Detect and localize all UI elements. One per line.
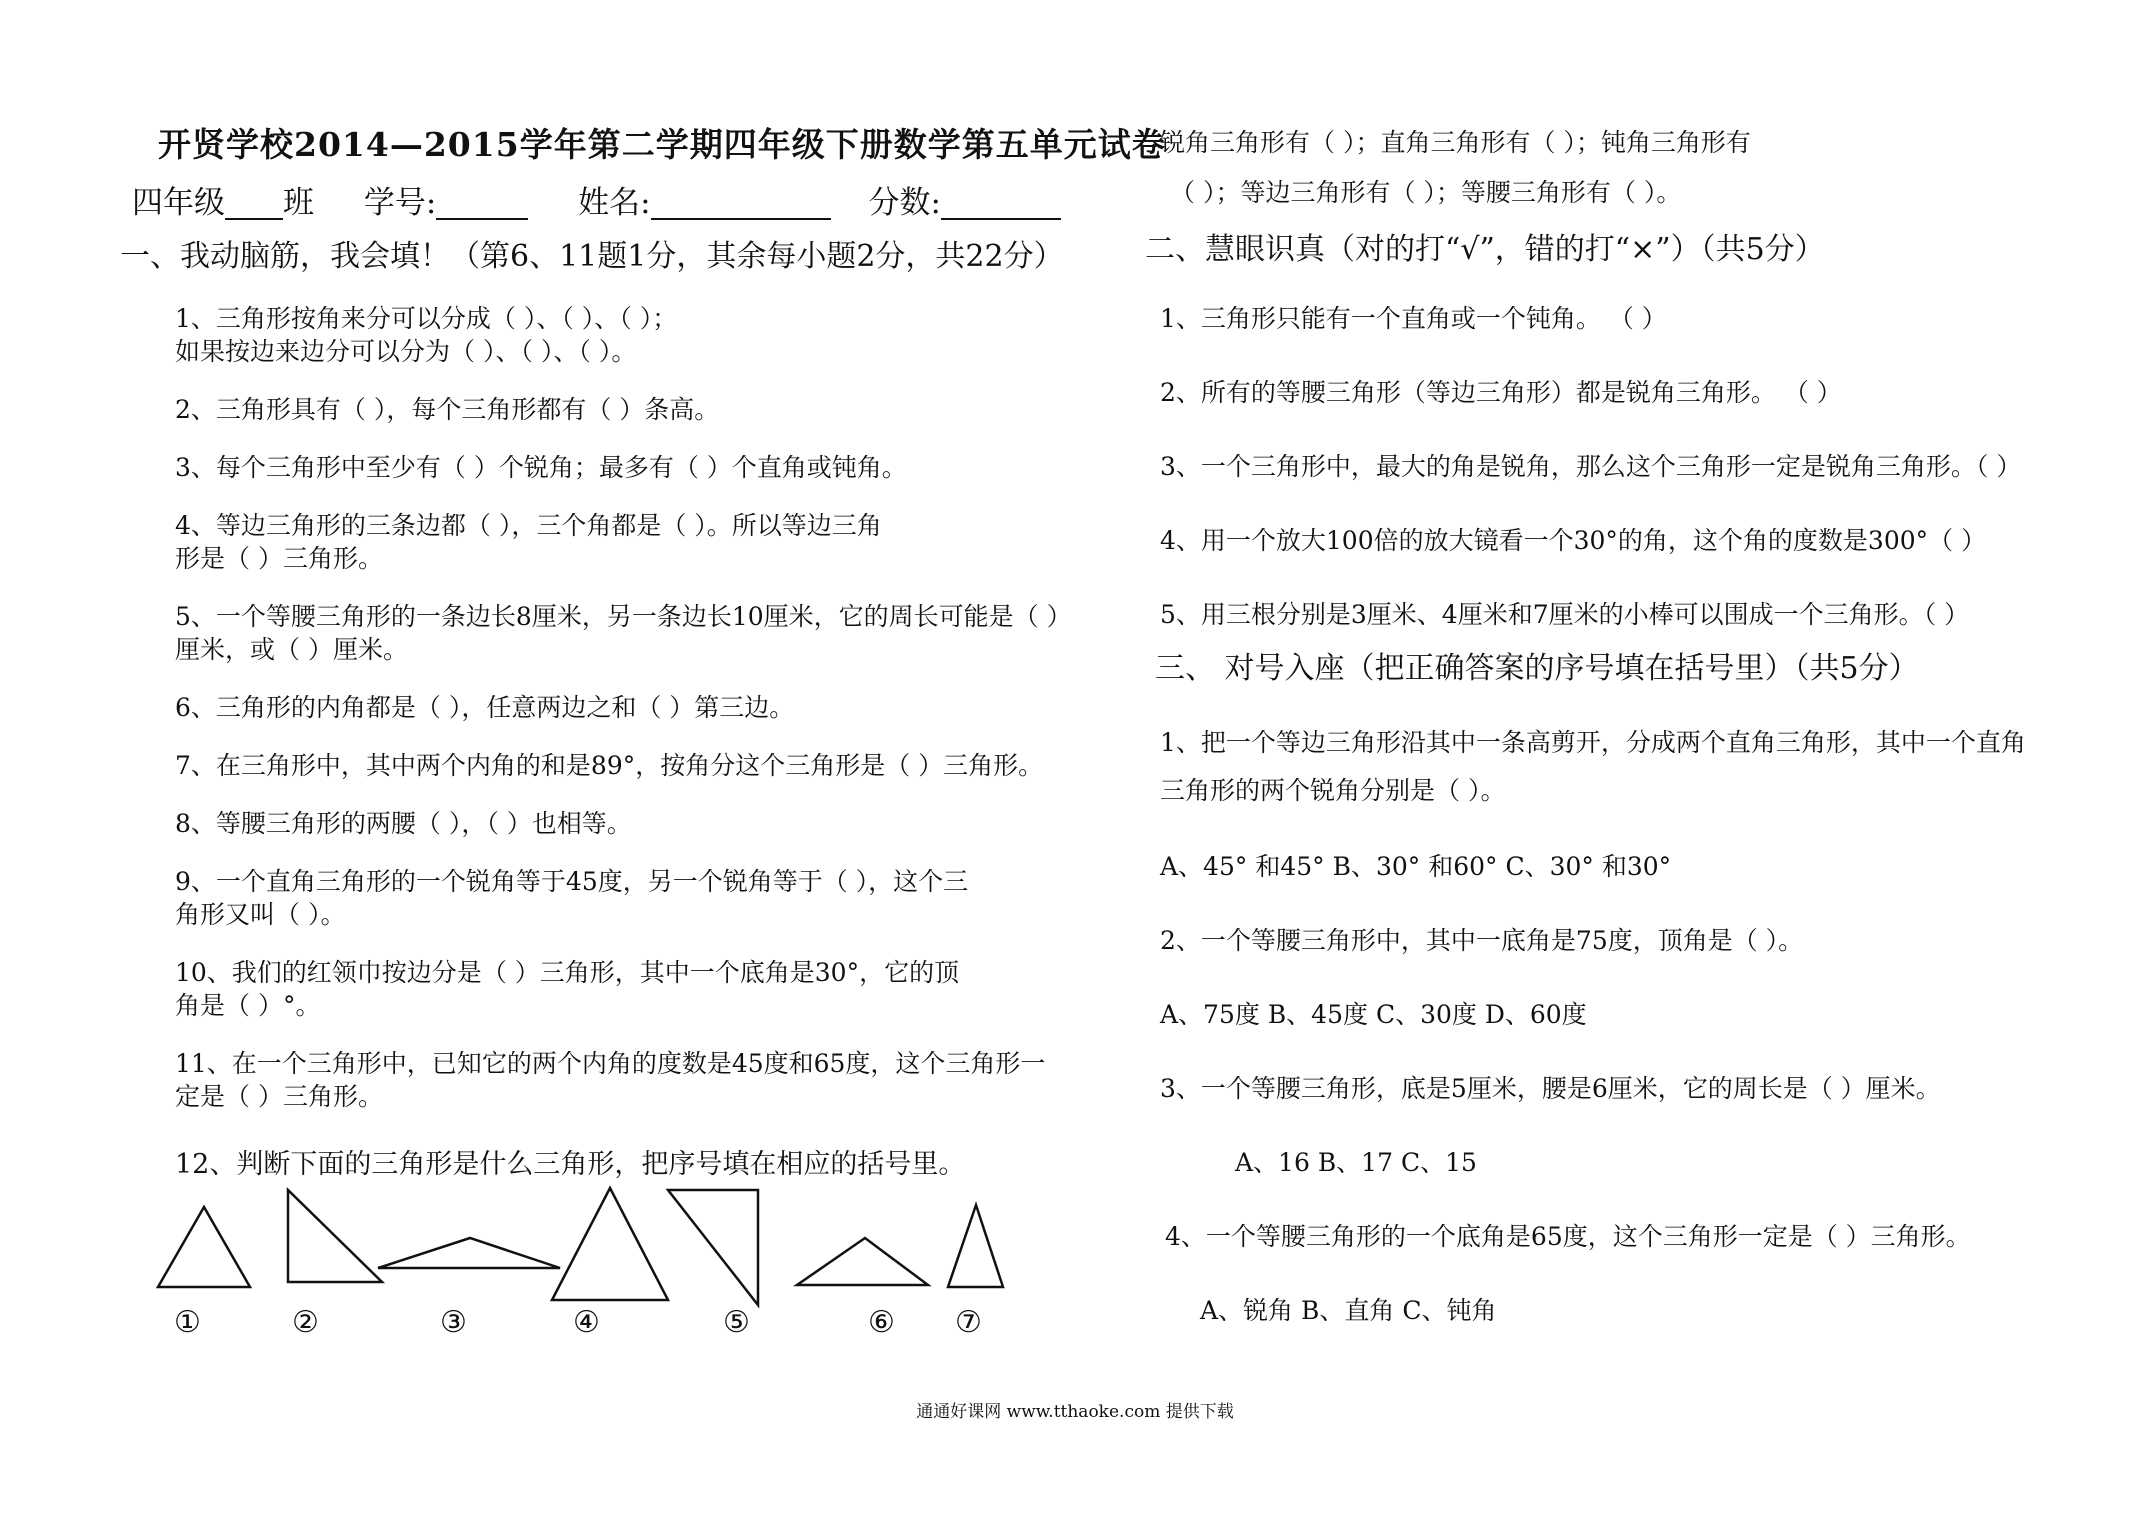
q9-line-1: 9、一个直角三角形的一个锐角等于45度，另一个锐角等于（ ），这个三 bbox=[175, 867, 969, 896]
judge-3: 3、一个三角形中，最大的角是锐角，那么这个三角形一定是锐角三角形。（ ） bbox=[1160, 452, 2022, 481]
q8-line: 8、等腰三角形的两腰（ ），（ ）也相等。 bbox=[175, 809, 632, 838]
q1-line-2: 如果按边来边分可以分为（ ）、（ ）、（ ）。 bbox=[175, 337, 637, 366]
q12-answer-line-1: 锐角三角形有（ ）；直角三角形有（ ）；钝角三角形有 bbox=[1160, 128, 1751, 157]
choice-1-options: A、45° 和45° B、30° 和60° C、30° 和30° bbox=[1160, 852, 1672, 881]
choice-2-options: A、75度 B、45度 C、30度 D、60度 bbox=[1160, 1000, 1587, 1029]
judge-1: 1、三角形只能有一个直角或一个钝角。 （ ） bbox=[1160, 304, 1667, 333]
shape-number-4: ④ bbox=[573, 1305, 600, 1340]
section-2-heading: 二、慧眼识真（对的打“√”，错的打“×”）（共5分） bbox=[1145, 232, 1825, 267]
q9-line-2: 角形又叫（ ）。 bbox=[175, 900, 346, 929]
q2-line: 2、三角形具有（ ），每个三角形都有（ ）条高。 bbox=[175, 395, 720, 424]
choice-4-line: 4、一个等腰三角形的一个底角是65度，这个三角形一定是（ ）三角形。 bbox=[1165, 1222, 1971, 1251]
q5-line-1: 5、一个等腰三角形的一条边长8厘米，另一条边长10厘米，它的周长可能是（ ） bbox=[175, 602, 1072, 631]
choice-3-options: A、16 B、17 C、15 bbox=[1235, 1148, 1477, 1177]
q10-line-2: 角是（ ）°。 bbox=[175, 991, 321, 1020]
class-label: 班 bbox=[283, 185, 314, 221]
q1-line-1: 1、三角形按角来分可以分成（ ）、（ ）、（ ）； bbox=[175, 304, 678, 333]
shape-number-7: ⑦ bbox=[955, 1305, 982, 1340]
q10-line-1: 10、我们的红领巾按边分是（ ）三角形，其中一个底角是30°，它的顶 bbox=[175, 958, 960, 987]
choice-2-line: 2、一个等腰三角形中，其中一底角是75度，顶角是（ ）。 bbox=[1160, 926, 1804, 955]
name-label: 姓名: bbox=[578, 185, 651, 221]
q7-line: 7、在三角形中，其中两个内角的和是89°，按角分这个三角形是（ ）三角形。 bbox=[175, 751, 1044, 780]
shape-number-3: ③ bbox=[440, 1305, 467, 1340]
q4-line-1: 4、等边三角形的三条边都（ ），三个角都是（ ）。所以等边三角 bbox=[175, 511, 882, 540]
q4-line-2: 形是（ ）三角形。 bbox=[175, 544, 383, 573]
triangle-2 bbox=[288, 1190, 382, 1282]
q12-answer-line-2: （ ）；等边三角形有（ ）；等腰三角形有（ ）。 bbox=[1170, 178, 1682, 207]
triangle-1 bbox=[158, 1207, 250, 1287]
q6-line: 6、三角形的内角都是（ ），任意两边之和（ ）第三边。 bbox=[175, 693, 795, 722]
q12-line: 12、判断下面的三角形是什么三角形，把序号填在相应的括号里。 bbox=[175, 1149, 966, 1180]
score-label: 分数: bbox=[868, 185, 941, 221]
judge-4: 4、用一个放大100倍的放大镜看一个30°的角，这个角的度数是300°（ ） bbox=[1160, 526, 1987, 555]
judge-2: 2、所有的等腰三角形（等边三角形）都是锐角三角形。 （ ） bbox=[1160, 378, 1842, 407]
choice-3-line: 3、一个等腰三角形，底是5厘米，腰是6厘米，它的周长是（ ）厘米。 bbox=[1160, 1074, 1941, 1103]
shape-number-5: ⑤ bbox=[723, 1305, 750, 1340]
section-1-heading: 一、我动脑筋，我会填！（第6、11题1分，其余每小题2分，共22分） bbox=[120, 239, 1064, 274]
q11-line-2: 定是（ ）三角形。 bbox=[175, 1082, 383, 1111]
choice-4-options: A、锐角 B、直角 C、钝角 bbox=[1200, 1296, 1497, 1325]
shape-number-2: ② bbox=[292, 1305, 319, 1340]
choice-1-line-1: 1、把一个等边三角形沿其中一条高剪开，分成两个直角三角形，其中一个直角 bbox=[1160, 728, 2026, 757]
choice-1-line-2: 三角形的两个锐角分别是（ ）。 bbox=[1160, 776, 1506, 805]
shape-number-6: ⑥ bbox=[868, 1305, 895, 1340]
student-no-label: 学号: bbox=[363, 185, 437, 221]
footer-credit: 通通好课网 www.tthaoke.com 提供下载 bbox=[916, 1402, 1234, 1422]
q3-line: 3、每个三角形中至少有（ ）个锐角；最多有（ ）个直角或钝角。 bbox=[175, 453, 907, 482]
judge-5: 5、用三根分别是3厘米、4厘米和7厘米的小棒可以围成一个三角形。（ ） bbox=[1160, 600, 1970, 629]
section-3-heading: 三、 对号入座（把正确答案的序号填在括号里）（共5分） bbox=[1155, 651, 1919, 686]
q11-line-1: 11、在一个三角形中，已知它的两个内角的度数是45度和65度，这个三角形一 bbox=[175, 1049, 1046, 1078]
grade-label: 四年级 bbox=[132, 185, 225, 221]
triangle-4 bbox=[552, 1188, 668, 1300]
triangle-figures bbox=[0, 0, 1100, 1360]
exam-title: 开贤学校2014—2015学年第二学期四年级下册数学第五单元试卷 bbox=[158, 125, 1166, 164]
triangle-5 bbox=[668, 1190, 758, 1305]
shape-number-1: ① bbox=[174, 1305, 201, 1340]
triangle-7 bbox=[948, 1205, 1003, 1287]
q5-line-2: 厘米，或（ ）厘米。 bbox=[175, 635, 408, 664]
triangle-3 bbox=[378, 1238, 560, 1268]
triangle-6 bbox=[797, 1238, 928, 1285]
